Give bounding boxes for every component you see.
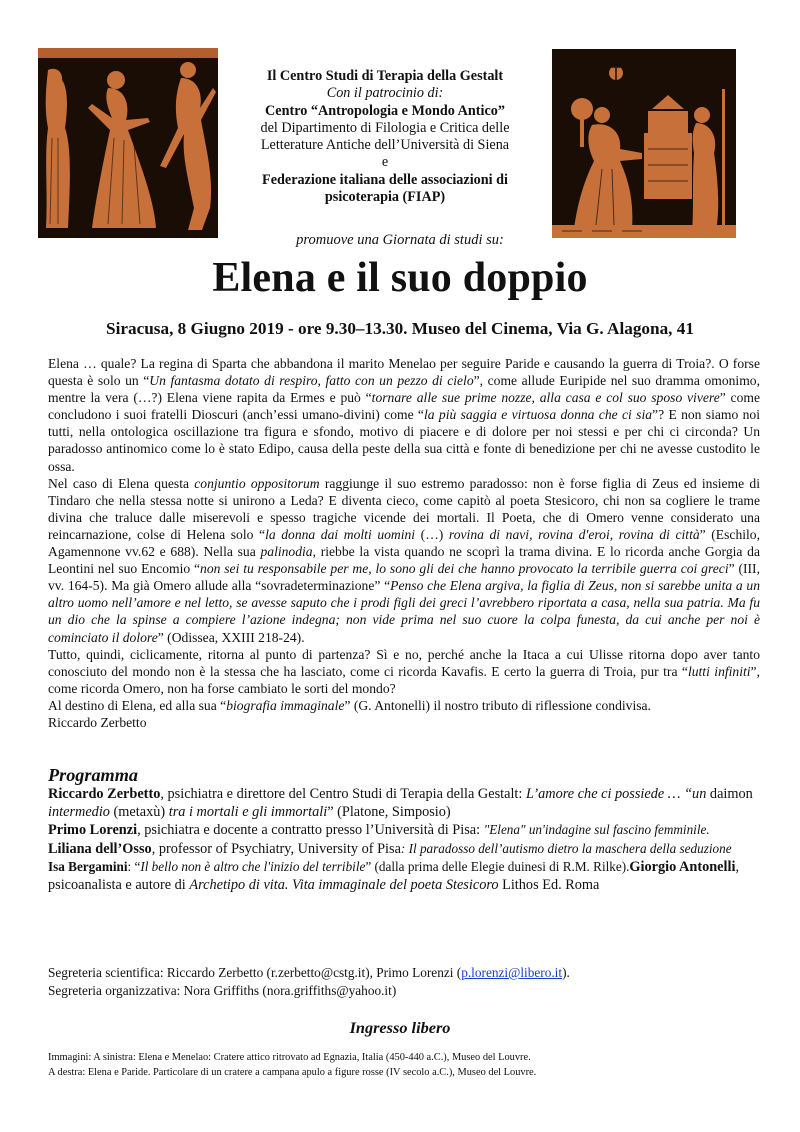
red-figure-vase-left [38, 48, 218, 238]
patronage-label: Con il patrocinio di: [326, 85, 444, 102]
segreteria-block [48, 964, 760, 999]
patron-fiap: psicoterapia (FIAP) [324, 189, 446, 206]
intro-line: promuove una Giornata di studi su: [296, 232, 504, 248]
header-block [222, 68, 548, 206]
paragraph-1: Elena … quale? La regina di Sparta che abbandona il marito Menelao per seguire Paride e causando la guerra di Troia?. O forse questa è solo un “Un fantasma dotato di respiro, fatto con un pezzo di cielo”, come allude Euripide nel suo dramma omonimo, mentre la vera (…?) Elena viene rapita da Ermes e può “tornare alle sue prime nozze, alla casa e col suo sposo vivere” come concludono i suoi fratelli Dioscuri (anch’essi umano-divini) come “la più saggia e virtuosa donna che ci sia”? E non siamo noi tutti, nella ontologica oscillazione tra figura e sfondo, motivo di piacere e di dolore per noi stessi e per chi ci circonda? Un paradosso antinomico come lo è stato Edipo, causa della peste della sua città e fonte di benedizione per chi ne avesse custodito le ossa. [48, 356, 760, 474]
conjunction: e [381, 154, 389, 171]
paragraph-2: Nel caso di Elena questa conjuntio oppositorum raggiunge il suo estremo paradosso: non è forse figlia di Zeus ed insieme di Tindaro che nella stessa notte si unirono a Leda? E diventa cieco, come capitò al poeta Stesicoro, chi non sa cogliere le trame divina che traluce dalle miserevoli e spesso tragiche vicende dei mortali. Il Poeta, che di Omero venne considerato una reincarnazione, colse di Helena solo “la donna dai molti uomini (…) rovina di navi, rovina d'eroi, rovina di città” (Eschilo, Agamennone vv.62 e 688). Nella sua palinodia, riebbe la vista quando ne scoprì la trama divina. E lo ricorda anche Gorgia da Leontini nel suo Encomio “non sei tu responsabile per me, lo sono gli dei che hanno provocato la terribile guerra coi greci” (III, vv. 164-5). Ma già Omero allude alla “sovradeterminazione” “Penso che Elena argiva, la figlia di Zeus, non si sarebbe unita a un altro uomo nell’amore e nel letto, se avesse saputo che i prodi figli dei greci l’avrebbero riportata a casa, nella sua patria. Ma fu un dio che la spinse a compiere l’azione indegna; non vide prima nel suo cuore la colpa funesta, da cui anche per noi è cominciato il dolore” (Odissea, XXIII 218-24). [48, 475, 760, 645]
image-credits [48, 1051, 760, 1080]
ingresso-libero: Ingresso libero [349, 1018, 451, 1037]
paragraph-3: Tutto, quindi, ciclicamente, ritorna al punto di partenza? Sì e no, perché anche la Itaca a cui Ulisse ritorna dopo aver tanto conosciuto del mondo non è la stessa che ha lasciato, come ci ricorda Kavafis. E certo la guerra di Troia, pur tra “lutti infiniti”, come ricorda Omero, non ha forse cambiato le sorti del mondo? [48, 646, 760, 696]
patron-universita: Letterature Antiche dell’Università di Siena [260, 137, 510, 154]
patron-centro: Centro “Antropologia e Mondo Antico” [265, 102, 505, 119]
organizer-name: Il Centro Studi di Terapia della Gestalt [266, 68, 504, 84]
signature: Riccardo Zerbetto [48, 714, 147, 730]
paragraph-4: Al destino di Elena, ed alla sua “biografia immaginale” (G. Antonelli) il nostro tributo di riflessione condivisa. [48, 697, 651, 713]
programma-list [48, 786, 760, 894]
patron-federazione: Federazione italiana delle associazioni di [262, 171, 508, 188]
description-text [48, 355, 760, 731]
credit-left: Immagini: A sinistra: Elena e Menelao: Cratere attico ritrovato ad Egnazia, Italia (450-440 a.C.), Museo del Louvre. [48, 1052, 531, 1063]
patron-dipartimento: del Dipartimento di Filologia e Critica delle [260, 119, 510, 136]
vase-painting-left [38, 48, 218, 238]
credit-right: A destra: Elena e Paride. Particolare di un cratere a campana apulo a figure rosse (IV secolo a.C.), Museo del Louvre. [48, 1066, 537, 1078]
event-title: Elena e il suo doppio [212, 255, 588, 301]
programma-heading: Programma [48, 765, 138, 785]
program-item-lorenzi: Primo Lorenzi, psichiatra e docente a contratto presso l’Università di Pisa: "Elena" un'indagine sul fascino femminile. [48, 822, 710, 838]
program-item-zerbetto: Riccardo Zerbetto, psichiatra e direttore del Centro Studi di Terapia della Gestalt: L’amore che ci possiede … “un daimon intermedio (metaxù) tra i mortali e gli immortali” (Platone, Simposio) [48, 786, 753, 820]
vase-painting-right [552, 49, 736, 238]
segreteria-organizzativa: Segreteria organizzativa: Nora Griffiths (nora.griffiths@yahoo.it) [48, 982, 397, 998]
red-figure-vase-right [552, 49, 736, 238]
program-item-bergamini-antonelli: Isa Bergamini: “Il bello non è altro che l'inizio del terribile” (dalla prima delle Elegie duinesi di R.M. Rilke).Giorgio Antonelli, psicoanalista e autore di Archetipo di vita. Vita immaginale del poeta Stesicoro Lithos Ed. Roma [48, 859, 740, 893]
event-date-location: Siracusa, 8 Giugno 2019 - ore 9.30–13.30. Museo del Cinema, Via G. Alagona, 41 [106, 319, 694, 338]
segreteria-scientifica: Segreteria scientifica: Riccardo Zerbetto (r.zerbetto@cstg.it), Primo Lorenzi (p.lorenzi@libero.it). [48, 965, 570, 980]
email-link[interactable]: p.lorenzi@libero.it [461, 965, 563, 980]
program-item-dellosso: Liliana dell’Osso, professor of Psychiatry, University of Pisa: Il paradosso dell’autismo dietro la maschera della seduzione [48, 840, 732, 857]
